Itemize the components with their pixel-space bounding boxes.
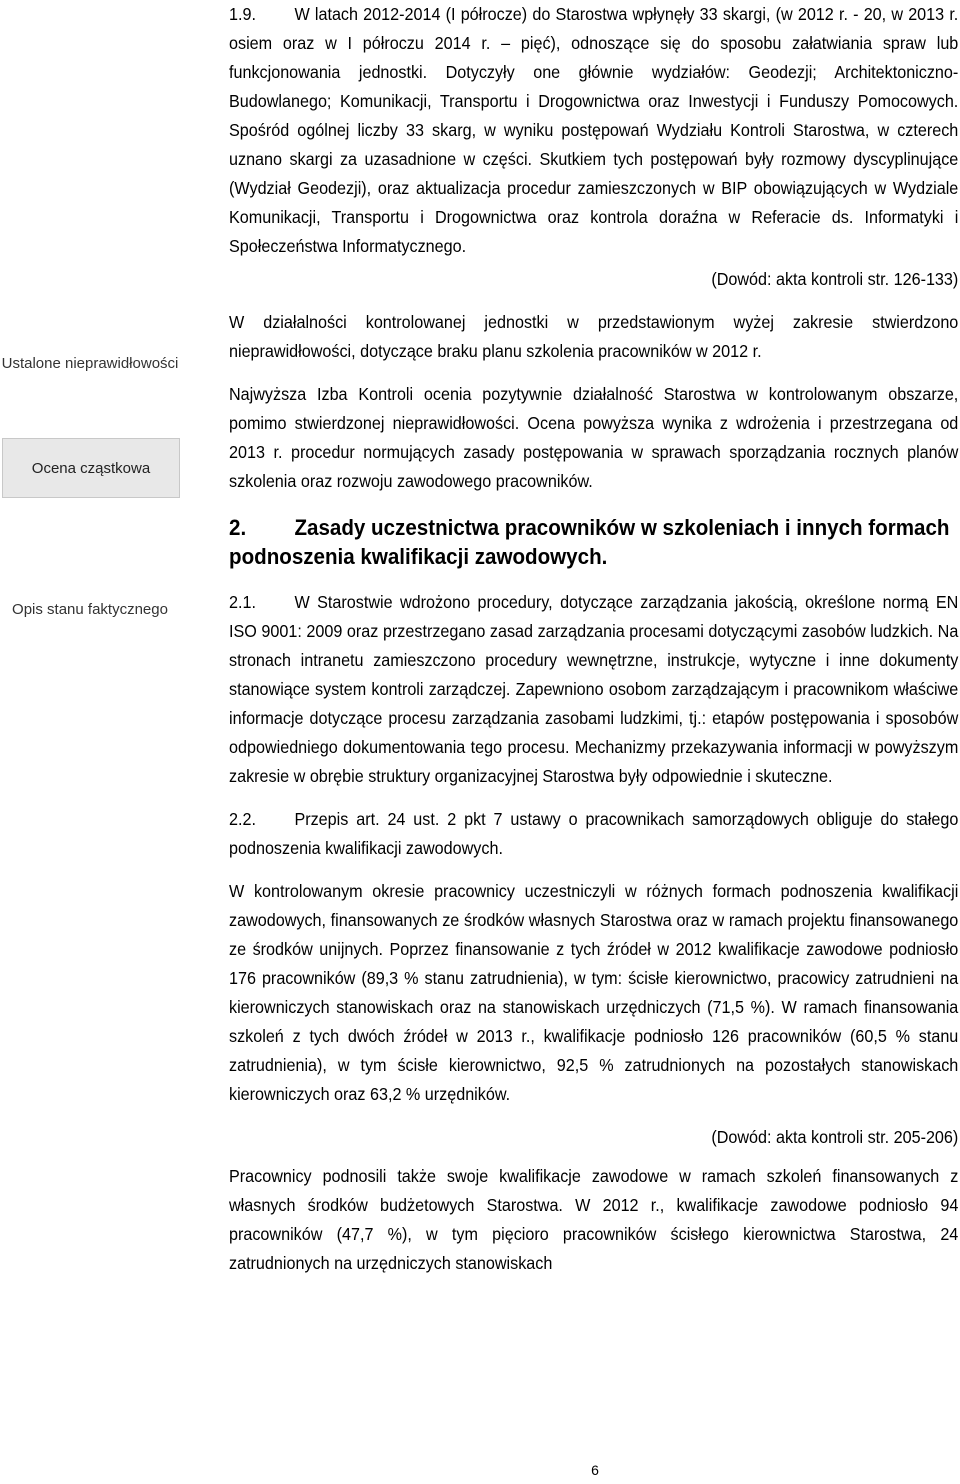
assessment-paragraph: Najwyższa Izba Kontroli ocenia pozytywnie działalność Starostwa w kontrolowanym obszarze, pomimo stwierdzonej nieprawidłowości. Ocena powyższa wynika z wdrożenia i przestrzegana od 2013 r. procedur normujących zasady postępowania w sprawach sporządzania rocznych planów szkolenia oraz rozwoju zawodowego pracowników. xyxy=(229,384,959,491)
margin-sidebar xyxy=(0,0,190,1484)
section-2-1-number: 2.1. xyxy=(229,592,256,612)
page-number: 6 xyxy=(591,1462,599,1478)
evidence-2: (Dowód: akta kontroli str. 205-206) xyxy=(711,1127,959,1147)
document-body xyxy=(229,0,958,1278)
partial-assessment-side-box xyxy=(2,438,180,498)
partial-assessment-side-label: Ocena cząstkowa xyxy=(31,459,151,477)
section-1-9 xyxy=(229,0,958,261)
section-2-1 xyxy=(229,588,958,791)
section-2-2-text: Przepis art. 24 ust. 2 pkt 7 ustawy o pracownikach samorządowych obliguje do stałego podnoszenia kwalifikacji zawodowych. xyxy=(229,809,959,858)
own-funds-paragraph: Pracownicy podnosili także swoje kwalifikacje zawodowe w ramach szkoleń finansowanych z własnych środków budżetowych Starostwa. W 2012 r., kwalifikacje zawodowe podniosło 94 pracowników (47,7 %), w tym pięcioro pracowników ścisłego kierownictwa Starostwa, 24 zatrudnionych na urzędniczych stanowiskach xyxy=(229,1166,959,1273)
findings-side-label: Ustalone nieprawidłowości xyxy=(1,355,179,372)
training-paragraph: W kontrolowanym okresie pracownicy uczestniczyli w różnych formach podnoszenia kwalifikacji zawodowych, finansowanych ze środków własnych Starostwa oraz w ramach projektu finansowanego ze środków unijnych. Poprzez finansowanie z tych źródeł w 2012 kwalifikacje zawodowe podniosło 176 pracowników (89,3 % stanu zatrudnienia), w tym: ścisłe kierownictwo, pracowicy zatrudnieni na kierowniczych stanowiskach oraz na stanowiskach urzędniczych (71,5 %). W ramach finansowania szkoleń z tych dwóch źródeł w 2013 r., kwalifikacje podniosło 126 pracowników (60,5 % stanu zatrudnienia), w tym ścisłe kierownictwo, 92,5 % zatrudnionych na pozostałych stanowiskach kierowniczych oraz 63,2 % urzędników. xyxy=(229,881,959,1104)
section-1-9-text: W latach 2012-2014 (I półrocze) do Starostwa wpłynęły 33 skargi, (w 2012 r. - 20, w 2013 r. osiem oraz w I półroczu 2014 r. – pięć), odnoszące się do sposobu załatwiania spraw lub funkcjonowania jednostki. Dotyczyły one głównie wydziałów: Geodezji; Architektoniczno-Budowlanego; Komunikacji, Transportu i Drogownictwa oraz Inwestycji i Funduszy Pomocowych. Spośród ogólnej liczby 33 skarg, w wyniku postępowań Wydziału Kontroli Starostwa, w czterech uznano skargi za uzasadnione w części. Skutkiem tych postępowań były rozmowy dyscyplinujące (Wydział Geodezji), oraz aktualizacja procedur zamieszczonych w BIP obowiązujących w Wydziale Komunikacji, Transportu i Drogownictwa oraz kontrola doraźna w Referacie ds. Informatyki i Społeczeństwa Informatycznego. xyxy=(229,4,959,256)
section-1-9-number: 1.9. xyxy=(229,4,256,24)
section-2-heading-number: 2. xyxy=(229,515,247,540)
section-2-heading-text: Zasady uczestnictwa pracowników w szkoleniach i innych formach podnoszenia kwalifikacji zawodowych. xyxy=(229,515,950,569)
facts-side-label: Opis stanu faktycznego xyxy=(12,601,168,618)
section-2-2-number: 2.2. xyxy=(229,809,256,829)
section-2-1-text: W Starostwie wdrożono procedury, dotyczące zarządzania jakością, określone normą EN ISO 9001: 2009 oraz przestrzegano zasad zarządzania procesami dotyczącymi zasobów ludzkich. Na stronach intranetu zamieszczono procedury wewnętrzne, instrukcje, wytyczne i inne dokumenty stanowiące system kontroli zarządczej. Zapewniono osobom zarządzającym i pracownikom właściwe informacje dotyczące procesu zarządzania zasobami ludzkimi, tj.: etapów postępowania i sposobów odpowiedniego dokumentowania tego procesu. Mechanizmy przekazywania informacji w powyższym zakresie w obrębie struktury organizacyjnej Starostwa były odpowiednie i skuteczne. xyxy=(229,592,959,786)
section-2-2 xyxy=(229,805,958,863)
evidence-1: (Dowód: akta kontroli str. 126-133) xyxy=(711,269,959,289)
findings-paragraph: W działalności kontrolowanej jednostki w przedstawionym wyżej zakresie stwierdzono nieprawidłowości, dotyczące braku planu szkolenia pracowników w 2012 r. xyxy=(229,312,959,361)
section-2-heading xyxy=(229,513,958,571)
